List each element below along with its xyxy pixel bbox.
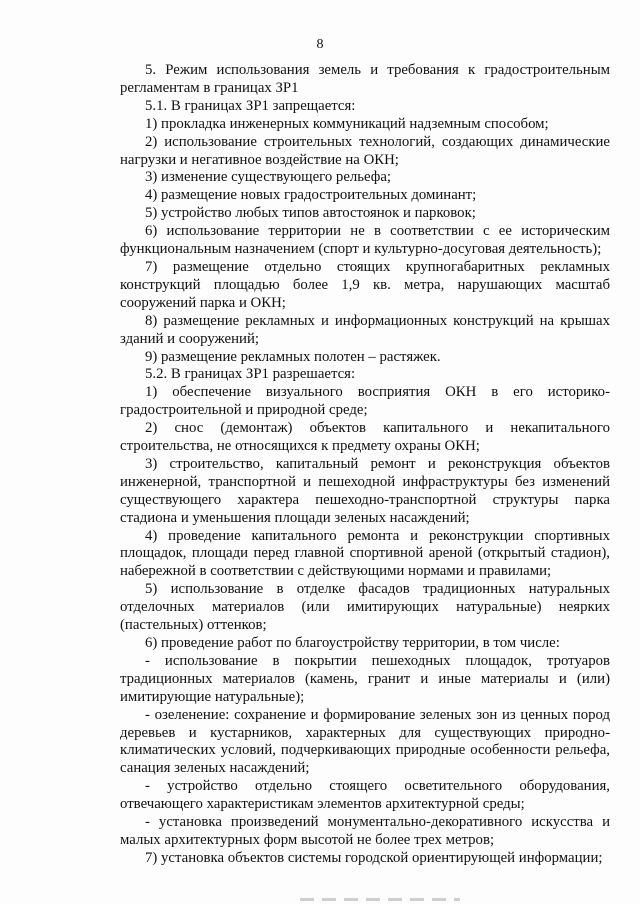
list-item: 2) снос (демонтаж) объектов капитального и некапитального строительства, не относящихся к предмету охраны ОКН; xyxy=(120,420,610,455)
list-item: 2) использование строительных технологий, создающих динамические нагрузки и негативное воздействие на ОКН; xyxy=(120,133,610,168)
sub-list-item: - использование в покрытии пешеходных площадок, тротуаров традиционных материалов (камень, гранит и иные материалы и (или) имитирующие натуральные); xyxy=(120,652,610,705)
sub-list-item: - озеленение: сохранение и формирование зеленых зон из ценных пород деревьев и кустарников, характерных для существующих природно-климатических условий, подчеркивающих природные особенности рельефа, санация зеленых насаждений; xyxy=(120,706,610,777)
list-item: 3) изменение существующего рельефа; xyxy=(145,169,392,186)
list-item: 6) проведение работ по благоустройству территории, в том числе: xyxy=(145,635,560,651)
list-item: 1) обеспечение визуального восприятия ОКН в его историко-градостроительной и природной среде; xyxy=(120,384,610,419)
list-item: 3) строительство, капитальный ремонт и реконструкция объектов инженерной, транспортной и пешеходной инфраструктуры без изменений существующего характера пешеходно-транспортной структуры парка стадиона и уменьшения площади зеленых насаждений; xyxy=(120,455,610,526)
page-number: 8 xyxy=(316,37,324,52)
list-item: 6) использование территории не в соответствии с ее историческим функциональным назначением (спорт и культурно-досуговая деятельность); xyxy=(120,223,610,258)
subsection-title-permitted: 5.2. В границах ЗР1 разрешается: xyxy=(145,366,356,383)
list-item: 5) устройство любых типов автостоянок и парковок; xyxy=(145,205,476,222)
sub-list-item: - установка произведений монументально-декоративного искусства и малых архитектурных форм высотой не более трех метров; xyxy=(120,814,610,848)
list-item: 4) размещение новых градостроительных доминант; xyxy=(145,187,477,204)
sub-list-item: - устройство отдельно стоящего осветительного оборудования, отвечающего характеристикам элементов архитектурной среды; xyxy=(120,778,610,813)
section-heading: 5. Режим использования земель и требования к градостроительным регламентам в границах ЗР1 xyxy=(120,62,610,96)
list-item: 7) размещение отдельно стоящих крупногабаритных рекламных конструкций площадью более 1,9 кв. метра, нарушающих масштаб сооружений парка и ОКН; xyxy=(120,258,610,311)
list-item: 4) проведение капитального ремонта и реконструкции спортивных площадок, площади перед главной спортивной ареной (открытый стадион), набережной в соответствии с действующими нормами и правилами; xyxy=(120,527,610,580)
list-item: 8) размещение рекламных и информационных конструкций на крышах зданий и сооружений; xyxy=(120,312,610,347)
list-item: 1) прокладка инженерных коммуникаций надземным способом; xyxy=(145,115,549,132)
list-item: 7) установка объектов системы городской ориентирующей информации; xyxy=(145,849,603,866)
document-body xyxy=(120,62,610,868)
list-item: 5) использование в отделке фасадов традиционных натуральных отделочных материалов (или имитирующих натуральные) неярких (пастельных) оттенков; xyxy=(120,581,610,634)
subsection-title-prohibited: 5.1. В границах ЗР1 запрещается: xyxy=(145,97,356,114)
list-item: 9) размещение рекламных полотен – растяжек. xyxy=(145,348,441,365)
scan-edge-mark xyxy=(300,898,460,901)
